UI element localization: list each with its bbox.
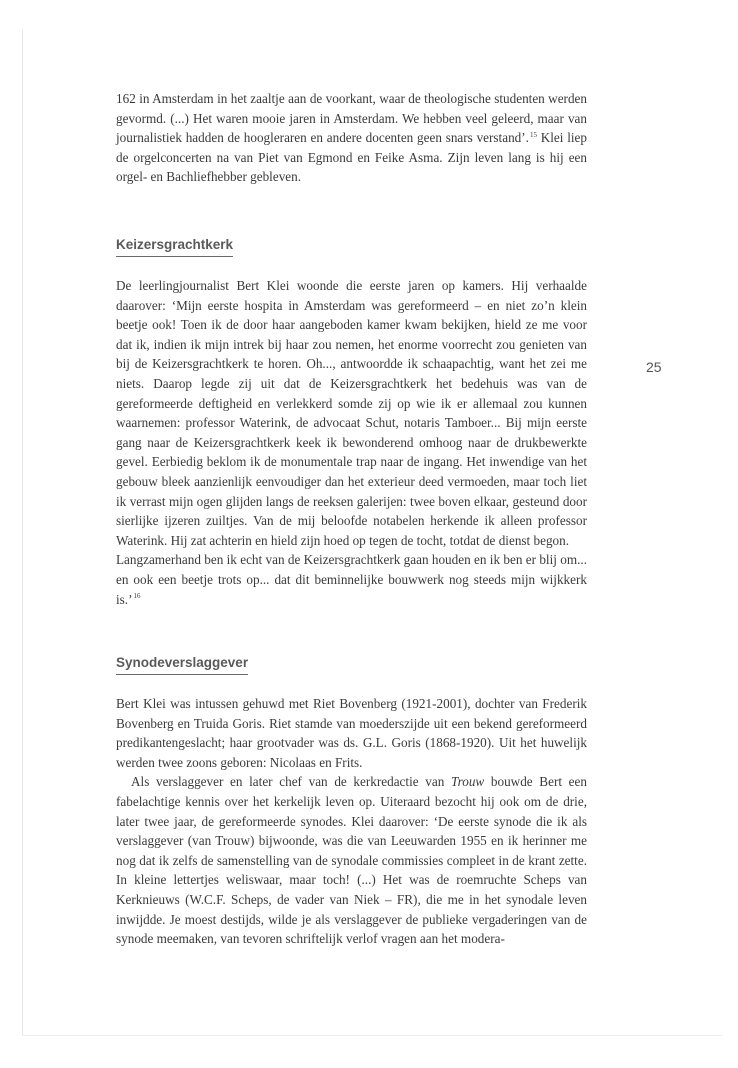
intro-text: 162 in Amsterdam in het zaaltje aan de voorkant, waar de theologische studenten werden gevormd. (...) Het waren mooie jaren in Amsterdam. We hebben veel geleerd, maar van journalistiek hadden de hoogleraren en andere docenten geen snars verstand’. — [116, 91, 587, 146]
section-keizersgrachtkerk-body — [116, 276, 587, 609]
footnote-ref-16: 16 — [133, 592, 141, 601]
section-heading-keizersgrachtkerk: Keizersgrachtkerk — [116, 237, 233, 257]
section-heading-synodeverslaggever: Synodeverslaggever — [116, 655, 248, 675]
section-synodeverslaggever-body — [116, 694, 587, 949]
section2-paragraph-2 — [116, 772, 587, 948]
section1-paragraph-2-text: Langzamerhand ben ik echt van de Keizersgrachtkerk gaan houden en ik ben er blij om... en ook een beetje trots op... dat dit beminnelijke bouwwerk nog steeds mijn wijkkerk is.’ — [116, 552, 587, 607]
page-edge-line — [22, 30, 23, 1035]
section2-paragraph-2-pre: Als verslaggever en later chef van de kerkredactie van — [131, 774, 451, 790]
newspaper-title-trouw: Trouw — [450, 774, 485, 790]
intro-paragraph — [116, 89, 587, 187]
section1-paragraph-2 — [116, 550, 587, 609]
page-edge-bottom-line — [22, 1035, 722, 1036]
page-number: 25 — [646, 359, 662, 375]
page-content — [116, 89, 587, 947]
section-heading-keizersgrachtkerk-wrap — [116, 236, 233, 257]
footnote-ref-15: 15 — [529, 130, 537, 139]
section1-paragraph-1: De leerlingjournalist Bert Klei woonde die eerste jaren op kamers. Hij verhaalde daarover: ‘Mijn eerste hospita in Amsterdam was gereformeerd – en niet zo’n klein beetje ook! Toen ik de door haar aangeboden kamer kwam bekijken, hield ze me voor dat ik, indien ik mijn intrek bij haar zou nemen, het enorme voorrecht zou genieten van bij de Keizersgrachtkerk te horen. Oh..., antwoordde ik schaapachtig, want het zei me niets. Daarop legde zij uit dat de Keizersgrachtkerk het bedehuis was van de gereformeerde deftigheid en verlekkerd somde zij op wie ik er allemaal zou kunnen waarnemen: professor Waterink, de advocaat Schut, notaris Tamboer... Bij mijn eerste gang naar de Keizersgrachtkerk keek ik bewonderend omhoog naar de drukbewerkte gevel. Eerbiedig beklom ik de monumentale trap naar de ingang. Het inwendige van het gebouw bleek aanzienlijk eenvoudiger dan het exterieur deed vermoeden, maar toch liet ik verrast mijn ogen glijden langs de reeksen galerijen: twee boven elkaar, gesteund door sierlijke ijzeren zuiltjes. Van de mij beloofde notabelen herkende ik alleen professor Waterink. Hij zat achterin en hield zijn hoed op tegen de tocht, totdat de dienst begon. — [116, 278, 587, 548]
section2-paragraph-1: Bert Klei was intussen gehuwd met Riet Bovenberg (1921-2001), dochter van Frederik Bovenberg en Truida Goris. Riet stamde van moederszijde uit een bekend gereformeerd predikantengeslacht; haar grootvader was ds. G.L. Goris (1868-1920). Uit het huwelijk werden twee zoons geboren: Nicolaas en Frits. — [116, 696, 587, 770]
section2-paragraph-2-post: bouwde Bert een fabelachtige kennis over het kerkelijk leven op. Uiteraard bezocht hij ook om de drie, later twee jaar, de gereformeerde synodes. Klei daarover: ‘De eerste synode die ik als verslaggever (van Trouw) bijwoonde, was die van Leeuwarden 1955 en ik herinner me nog dat ik zelfs de samenstelling van de synodale commissies compleet in de krant zette. In kleine lettertjes weliswaar, maar toch! (...) Het was de roemruchte Scheps van Kerknieuws (W.C.F. Scheps, de vader van Niek – FR), die me in het synodale leven inwijdde. Je moest destijds, wilde je als verslaggever de publieke vergaderingen van de synode meemaken, van tevoren schriftelijk verlof vragen aan het modera- — [116, 774, 587, 947]
section-heading-synodeverslaggever-wrap — [116, 654, 248, 675]
intro-text-continued: Klei liep de orgelconcerten na van Piet van Egmond en Feike Asma. Zijn leven lang is hij een orgel- en Bachliefhebber gebleven. — [116, 130, 587, 185]
